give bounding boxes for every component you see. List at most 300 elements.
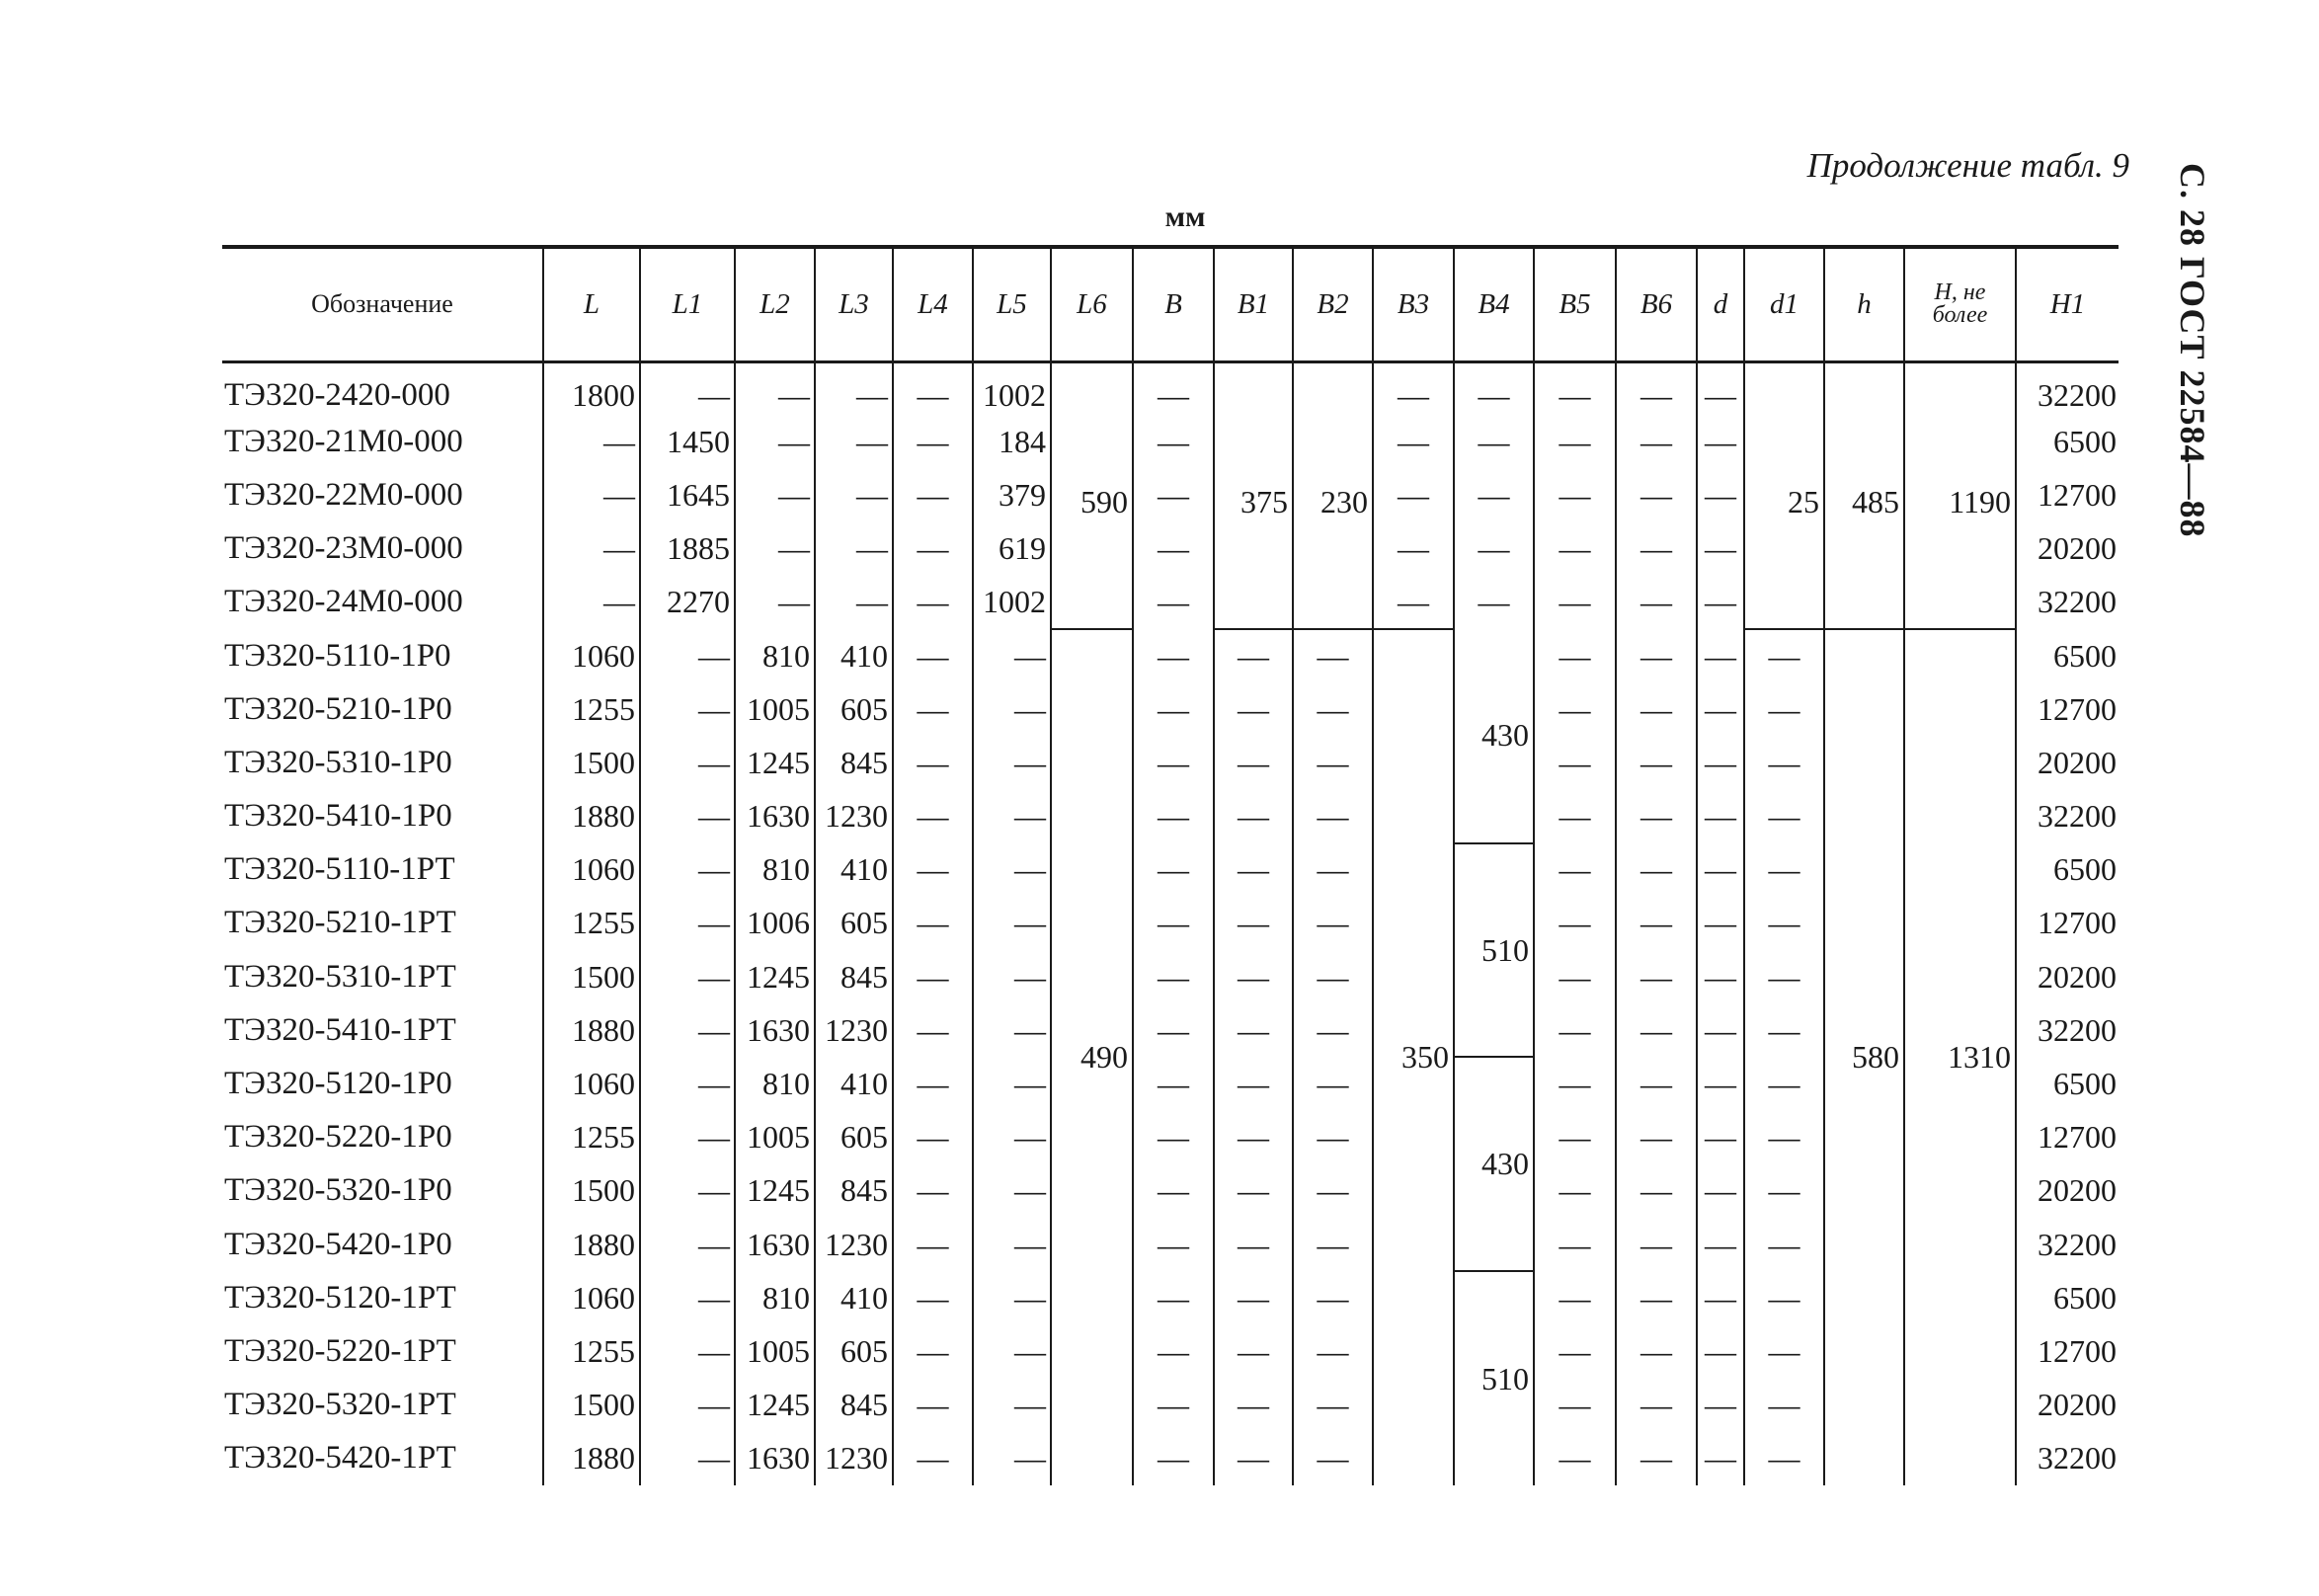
- cell-H1: 12700: [2016, 1111, 2119, 1164]
- col-header-H: H, не более: [1904, 247, 2016, 361]
- cell-L5: —: [973, 736, 1051, 789]
- cell-L1: —: [640, 1218, 735, 1271]
- cell-L2: 1245: [735, 1164, 815, 1218]
- cell-L3: 1230: [815, 1432, 893, 1485]
- merged-cell-B4: 510: [1454, 843, 1534, 1058]
- cell-L: 1255: [543, 1111, 640, 1164]
- cell-B2: —: [1293, 1111, 1373, 1164]
- cell-L4: —: [893, 361, 973, 415]
- cell-B5: —: [1534, 736, 1616, 789]
- cell-H1: 12700: [2016, 897, 2119, 950]
- cell-B6: —: [1616, 950, 1697, 1003]
- col-header-B2: B2: [1293, 247, 1373, 361]
- cell-L: 1880: [543, 1003, 640, 1057]
- cell-d: —: [1697, 950, 1744, 1003]
- cell-d: —: [1697, 629, 1744, 682]
- table-caption: Продолжение табл. 9: [1806, 146, 2129, 185]
- cell-B5: —: [1534, 1003, 1616, 1057]
- running-header-text: С. 28 ГОСТ 22584—88: [2173, 163, 2212, 538]
- cell-B6: —: [1616, 415, 1697, 468]
- unit-label: мм: [1164, 200, 1206, 233]
- col-header-B3: B3: [1373, 247, 1454, 361]
- cell-d1: —: [1744, 1379, 1824, 1432]
- cell-L1: —: [640, 897, 735, 950]
- designation-cell: ТЭ320-5320-1РТ: [224, 1387, 456, 1423]
- cell-B4: —: [1454, 415, 1534, 468]
- cell-B1: —: [1214, 629, 1293, 682]
- cell-L3: —: [815, 522, 893, 576]
- cell-B2: —: [1293, 1432, 1373, 1485]
- cell-B6: —: [1616, 790, 1697, 843]
- cell-B1: —: [1214, 1164, 1293, 1218]
- cell-B: —: [1133, 1057, 1214, 1110]
- col-header-h: h: [1824, 247, 1904, 361]
- col-header-L2: L2: [735, 247, 815, 361]
- cell-L3: 1230: [815, 790, 893, 843]
- cell-L3: 605: [815, 682, 893, 736]
- cell-L2: 810: [735, 1271, 815, 1324]
- cell-B5: —: [1534, 1271, 1616, 1324]
- cell-L1: —: [640, 1111, 735, 1164]
- cell-H1: 12700: [2016, 1324, 2119, 1378]
- cell-L4: —: [893, 415, 973, 468]
- cell-B1: —: [1214, 1057, 1293, 1110]
- col-header-d: d: [1697, 247, 1744, 361]
- cell-d: —: [1697, 1432, 1744, 1485]
- cell-L5: 1002: [973, 361, 1051, 415]
- merged-cell-B4: 510: [1454, 1271, 1534, 1485]
- cell-L: —: [543, 522, 640, 576]
- cell-H1: 6500: [2016, 1057, 2119, 1110]
- col-header-B: B: [1133, 247, 1214, 361]
- cell-d: —: [1697, 522, 1744, 576]
- cell-L1: —: [640, 950, 735, 1003]
- cell-L4: —: [893, 629, 973, 682]
- cell-B: —: [1133, 1271, 1214, 1324]
- cell-B6: —: [1616, 468, 1697, 521]
- cell-L1: —: [640, 1379, 735, 1432]
- merged-cell-B4: 430: [1454, 629, 1534, 843]
- cell-L4: —: [893, 1111, 973, 1164]
- cell-B6: —: [1616, 522, 1697, 576]
- cell-B2: —: [1293, 682, 1373, 736]
- cell-H1: 32200: [2016, 576, 2119, 629]
- cell-B5: —: [1534, 415, 1616, 468]
- cell-L: —: [543, 576, 640, 629]
- cell-L4: —: [893, 1003, 973, 1057]
- merged-cell-H: 1310: [1904, 629, 2016, 1485]
- cell-d: —: [1697, 682, 1744, 736]
- cell-d1: —: [1744, 897, 1824, 950]
- cell-B2: —: [1293, 843, 1373, 897]
- cell-L1: —: [640, 629, 735, 682]
- designation-cell: ТЭ320-2420-000: [224, 377, 450, 414]
- cell-B6: —: [1616, 1057, 1697, 1110]
- cell-L1: —: [640, 1324, 735, 1378]
- cell-B3: —: [1373, 468, 1454, 521]
- designation-cell: ТЭ320-5420-1РТ: [224, 1440, 456, 1476]
- cell-L2: 1245: [735, 1379, 815, 1432]
- cell-L3: 845: [815, 1379, 893, 1432]
- cell-L4: —: [893, 950, 973, 1003]
- cell-H1: 12700: [2016, 468, 2119, 521]
- cell-L: 1060: [543, 1271, 640, 1324]
- cell-L2: 810: [735, 1057, 815, 1110]
- cell-L5: —: [973, 790, 1051, 843]
- cell-L3: 605: [815, 1324, 893, 1378]
- cell-B1: —: [1214, 1003, 1293, 1057]
- cell-L3: 410: [815, 1271, 893, 1324]
- cell-L4: —: [893, 897, 973, 950]
- cell-L: 1255: [543, 897, 640, 950]
- cell-L: 1500: [543, 950, 640, 1003]
- cell-L5: 379: [973, 468, 1051, 521]
- cell-H1: 20200: [2016, 1379, 2119, 1432]
- cell-L2: —: [735, 522, 815, 576]
- cell-B1: —: [1214, 1111, 1293, 1164]
- cell-L: —: [543, 468, 640, 521]
- designation-cell: ТЭ320-5110-1Р0: [224, 637, 451, 674]
- cell-L5: —: [973, 897, 1051, 950]
- cell-B: —: [1133, 361, 1214, 415]
- cell-B1: —: [1214, 682, 1293, 736]
- designation-cell: ТЭ320-5320-1Р0: [224, 1172, 452, 1209]
- cell-L2: 1245: [735, 736, 815, 789]
- cell-L2: 1630: [735, 1218, 815, 1271]
- cell-B2: —: [1293, 1379, 1373, 1432]
- cell-L2: —: [735, 576, 815, 629]
- cell-L4: —: [893, 790, 973, 843]
- cell-B5: —: [1534, 629, 1616, 682]
- designation-cell: ТЭ320-5310-1Р0: [224, 744, 452, 780]
- cell-d: —: [1697, 897, 1744, 950]
- cell-H1: 32200: [2016, 790, 2119, 843]
- col-header-L6: L6: [1051, 247, 1133, 361]
- cell-L3: —: [815, 361, 893, 415]
- cell-B6: —: [1616, 1218, 1697, 1271]
- cell-B5: —: [1534, 468, 1616, 521]
- cell-L2: 1006: [735, 897, 815, 950]
- cell-L5: —: [973, 1111, 1051, 1164]
- cell-L5: —: [973, 1003, 1051, 1057]
- designation-cell: ТЭ320-5120-1РТ: [224, 1279, 456, 1316]
- designation-cell: ТЭ320-5210-1Р0: [224, 690, 452, 727]
- cell-B5: —: [1534, 1111, 1616, 1164]
- cell-B: —: [1133, 1164, 1214, 1218]
- cell-L: 1880: [543, 790, 640, 843]
- designation-cell: ТЭ320-24М0-000: [224, 584, 463, 620]
- cell-d: —: [1697, 1218, 1744, 1271]
- designation-cell: ТЭ320-5210-1РТ: [224, 905, 456, 941]
- cell-L3: —: [815, 576, 893, 629]
- cell-B5: —: [1534, 682, 1616, 736]
- cell-H1: 20200: [2016, 950, 2119, 1003]
- col-header-L3: L3: [815, 247, 893, 361]
- cell-B1: —: [1214, 897, 1293, 950]
- cell-H1: 32200: [2016, 1218, 2119, 1271]
- cell-d: —: [1697, 1379, 1744, 1432]
- cell-L1: —: [640, 361, 735, 415]
- cell-H1: 12700: [2016, 682, 2119, 736]
- cell-B: —: [1133, 468, 1214, 521]
- designation-cell: ТЭ320-5420-1Р0: [224, 1226, 452, 1262]
- cell-B1: —: [1214, 1324, 1293, 1378]
- cell-L1: —: [640, 790, 735, 843]
- cell-B1: —: [1214, 1432, 1293, 1485]
- cell-B6: —: [1616, 1379, 1697, 1432]
- cell-L4: —: [893, 1057, 973, 1110]
- cell-B3: —: [1373, 576, 1454, 629]
- cell-L5: —: [973, 1324, 1051, 1378]
- cell-d: —: [1697, 790, 1744, 843]
- cell-L1: 1450: [640, 415, 735, 468]
- merged-cell-L6: 590: [1051, 361, 1133, 629]
- cell-L: —: [543, 415, 640, 468]
- cell-B5: —: [1534, 1432, 1616, 1485]
- designation-cell: ТЭ320-5310-1РТ: [224, 958, 456, 995]
- cell-L: 1255: [543, 1324, 640, 1378]
- cell-B6: —: [1616, 1003, 1697, 1057]
- cell-L2: 1005: [735, 682, 815, 736]
- col-header-L1: L1: [640, 247, 735, 361]
- cell-B5: —: [1534, 1379, 1616, 1432]
- cell-B5: —: [1534, 522, 1616, 576]
- cell-B6: —: [1616, 576, 1697, 629]
- cell-L5: —: [973, 1164, 1051, 1218]
- merged-cell-B3: 350: [1373, 629, 1454, 1485]
- cell-L5: —: [973, 843, 1051, 897]
- cell-H1: 32200: [2016, 1432, 2119, 1485]
- cell-L4: —: [893, 1432, 973, 1485]
- cell-L2: 1630: [735, 1432, 815, 1485]
- cell-B6: —: [1616, 736, 1697, 789]
- cell-d1: —: [1744, 1164, 1824, 1218]
- cell-L2: 1245: [735, 950, 815, 1003]
- cell-B5: —: [1534, 576, 1616, 629]
- running-header: [2163, 163, 2222, 588]
- cell-B: —: [1133, 1432, 1214, 1485]
- cell-L: 1800: [543, 361, 640, 415]
- designation-cell: ТЭ320-5110-1РТ: [224, 851, 455, 888]
- cell-B3: —: [1373, 522, 1454, 576]
- cell-L3: 845: [815, 1164, 893, 1218]
- cell-B5: —: [1534, 950, 1616, 1003]
- cell-d1: —: [1744, 1271, 1824, 1324]
- cell-L4: —: [893, 736, 973, 789]
- cell-B: —: [1133, 736, 1214, 789]
- designation-cell: ТЭ320-5410-1Р0: [224, 798, 452, 835]
- cell-B6: —: [1616, 843, 1697, 897]
- cell-B1: —: [1214, 736, 1293, 789]
- cell-L2: 1630: [735, 1003, 815, 1057]
- cell-B5: —: [1534, 843, 1616, 897]
- dimensions-table: [222, 245, 2119, 1485]
- cell-B: —: [1133, 522, 1214, 576]
- cell-B5: —: [1534, 1324, 1616, 1378]
- cell-B: —: [1133, 1379, 1214, 1432]
- cell-B: —: [1133, 1111, 1214, 1164]
- cell-L1: —: [640, 1164, 735, 1218]
- cell-L1: —: [640, 1432, 735, 1485]
- cell-H1: 32200: [2016, 1003, 2119, 1057]
- cell-B2: —: [1293, 790, 1373, 843]
- cell-L3: 845: [815, 736, 893, 789]
- cell-B5: —: [1534, 361, 1616, 415]
- cell-B1: —: [1214, 790, 1293, 843]
- cell-B2: —: [1293, 1271, 1373, 1324]
- cell-L2: —: [735, 468, 815, 521]
- cell-B5: —: [1534, 1057, 1616, 1110]
- merged-cell-B1: 375: [1214, 361, 1293, 629]
- cell-H1: 6500: [2016, 843, 2119, 897]
- cell-L5: —: [973, 629, 1051, 682]
- cell-B6: —: [1616, 682, 1697, 736]
- cell-B: —: [1133, 682, 1214, 736]
- merged-cell-h: 485: [1824, 361, 1904, 629]
- cell-L: 1060: [543, 1057, 640, 1110]
- cell-d1: —: [1744, 790, 1824, 843]
- cell-L4: —: [893, 576, 973, 629]
- designation-cell: ТЭ320-23М0-000: [224, 530, 463, 567]
- cell-L: 1880: [543, 1218, 640, 1271]
- cell-L3: 410: [815, 629, 893, 682]
- cell-B2: —: [1293, 1324, 1373, 1378]
- col-header-B1: B1: [1214, 247, 1293, 361]
- cell-L2: 810: [735, 843, 815, 897]
- cell-B6: —: [1616, 1324, 1697, 1378]
- cell-B: —: [1133, 576, 1214, 629]
- merged-cell-h: 580: [1824, 629, 1904, 1485]
- cell-B2: —: [1293, 629, 1373, 682]
- cell-L5: —: [973, 1218, 1051, 1271]
- cell-d: —: [1697, 1324, 1744, 1378]
- cell-B2: —: [1293, 897, 1373, 950]
- cell-B4: —: [1454, 522, 1534, 576]
- cell-B5: —: [1534, 1218, 1616, 1271]
- cell-d: —: [1697, 415, 1744, 468]
- cell-d: —: [1697, 843, 1744, 897]
- designation-cell: ТЭ320-5220-1РТ: [224, 1332, 456, 1369]
- cell-B4: —: [1454, 468, 1534, 521]
- cell-L4: —: [893, 682, 973, 736]
- cell-d: —: [1697, 576, 1744, 629]
- cell-L5: —: [973, 1379, 1051, 1432]
- cell-L1: 1885: [640, 522, 735, 576]
- cell-H1: 20200: [2016, 522, 2119, 576]
- cell-L3: 1230: [815, 1218, 893, 1271]
- cell-L5: 619: [973, 522, 1051, 576]
- table-header-row: [222, 247, 2119, 361]
- cell-L: 1500: [543, 1164, 640, 1218]
- cell-B: —: [1133, 1324, 1214, 1378]
- col-header-L: L: [543, 247, 640, 361]
- cell-d1: —: [1744, 1432, 1824, 1485]
- cell-B1: —: [1214, 1218, 1293, 1271]
- cell-d: —: [1697, 1164, 1744, 1218]
- cell-d: —: [1697, 361, 1744, 415]
- cell-L5: 1002: [973, 576, 1051, 629]
- cell-L: 1880: [543, 1432, 640, 1485]
- cell-B2: —: [1293, 1003, 1373, 1057]
- cell-B3: —: [1373, 415, 1454, 468]
- cell-B2: —: [1293, 950, 1373, 1003]
- col-header-d1: d1: [1744, 247, 1824, 361]
- cell-L4: —: [893, 468, 973, 521]
- cell-L5: —: [973, 682, 1051, 736]
- cell-L2: —: [735, 361, 815, 415]
- cell-L5: 184: [973, 415, 1051, 468]
- table-row: [222, 361, 2119, 415]
- cell-L1: 2270: [640, 576, 735, 629]
- cell-B6: —: [1616, 897, 1697, 950]
- cell-L3: 410: [815, 843, 893, 897]
- cell-L4: —: [893, 1324, 973, 1378]
- designation-cell: ТЭ320-5120-1Р0: [224, 1066, 452, 1102]
- cell-B1: —: [1214, 1271, 1293, 1324]
- cell-B: —: [1133, 415, 1214, 468]
- cell-L3: 845: [815, 950, 893, 1003]
- cell-d1: —: [1744, 950, 1824, 1003]
- cell-H1: 6500: [2016, 415, 2119, 468]
- cell-L2: —: [735, 415, 815, 468]
- col-header-L4: L4: [893, 247, 973, 361]
- table-row: [222, 629, 2119, 682]
- cell-H1: 32200: [2016, 361, 2119, 415]
- cell-B2: —: [1293, 1057, 1373, 1110]
- cell-B2: —: [1293, 736, 1373, 789]
- designation-cell: ТЭ320-5410-1РТ: [224, 1011, 456, 1048]
- designation-cell: ТЭ320-5220-1Р0: [224, 1119, 452, 1156]
- cell-L3: 605: [815, 897, 893, 950]
- cell-d1: —: [1744, 629, 1824, 682]
- cell-B2: —: [1293, 1218, 1373, 1271]
- cell-L1: —: [640, 1003, 735, 1057]
- cell-d1: —: [1744, 1324, 1824, 1378]
- col-header-B5: B5: [1534, 247, 1616, 361]
- col-header-designation: Обозначение: [222, 247, 543, 361]
- cell-B: —: [1133, 790, 1214, 843]
- merged-cell-L6: 490: [1051, 629, 1133, 1485]
- cell-L1: —: [640, 843, 735, 897]
- cell-B: —: [1133, 1218, 1214, 1271]
- cell-d1: —: [1744, 1111, 1824, 1164]
- cell-B3: —: [1373, 361, 1454, 415]
- cell-L: 1060: [543, 629, 640, 682]
- cell-L2: 1005: [735, 1111, 815, 1164]
- cell-L3: 605: [815, 1111, 893, 1164]
- cell-d: —: [1697, 468, 1744, 521]
- cell-B1: —: [1214, 843, 1293, 897]
- cell-L1: —: [640, 736, 735, 789]
- cell-L1: —: [640, 682, 735, 736]
- col-header-H1: H1: [2016, 247, 2119, 361]
- cell-L1: 1645: [640, 468, 735, 521]
- cell-B6: —: [1616, 1271, 1697, 1324]
- cell-d1: —: [1744, 1218, 1824, 1271]
- designation-cell: ТЭ320-22М0-000: [224, 476, 463, 513]
- cell-B: —: [1133, 1003, 1214, 1057]
- merged-cell-d1: 25: [1744, 361, 1824, 629]
- cell-L3: 410: [815, 1057, 893, 1110]
- cell-L3: —: [815, 415, 893, 468]
- cell-L5: —: [973, 1057, 1051, 1110]
- cell-d: —: [1697, 1111, 1744, 1164]
- cell-L5: —: [973, 1432, 1051, 1485]
- cell-B4: —: [1454, 361, 1534, 415]
- cell-d1: —: [1744, 736, 1824, 789]
- col-header-B6: B6: [1616, 247, 1697, 361]
- merged-cell-B2: 230: [1293, 361, 1373, 629]
